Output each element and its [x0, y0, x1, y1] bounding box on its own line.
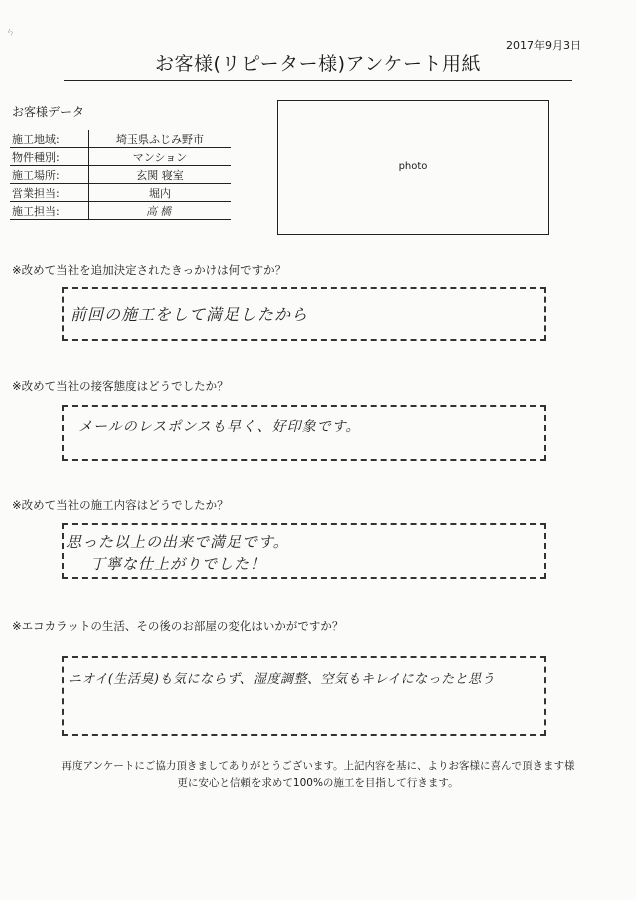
footer-line-1: 再度アンケートにご協力頂きましてありがとうございます。上記内容を基に、よりお客様に喜んで頂きます様 — [61, 760, 575, 772]
page-title: お客様(リピーター様)アンケート用紙 — [155, 53, 481, 75]
sales-staff-label: 営業担当: — [10, 184, 89, 202]
property-type-label: 物件種別: — [10, 148, 89, 166]
answer-2-line-1: メールのレスポンスも早く、好印象です。 — [78, 419, 361, 435]
area-value: 埼玉県ふじみ野市 — [89, 130, 232, 148]
customer-row-area — [10, 130, 231, 148]
customer-row-sales — [10, 184, 231, 202]
sales-staff-value: 堀内 — [89, 184, 232, 202]
customer-data-table — [10, 130, 231, 220]
survey-date: 2017年9月3日 — [506, 39, 581, 52]
question-2: ※改めて当社の接客態度はどうでしたか？ — [12, 379, 229, 393]
location-value: 玄関 寝室 — [89, 166, 232, 184]
answer-box-1 — [62, 287, 546, 341]
footer-line-2: 更に安心と信頼を求めて100%の施工を目指して行きます。 — [177, 777, 459, 789]
answer-4-line-1: ニオイ(生活臭)も気にならず、湿度調整、空気もキレイになったと思う — [68, 672, 496, 687]
area-label: 施工地域: — [10, 130, 89, 148]
customer-row-location — [10, 166, 231, 184]
customer-row-property-type — [10, 148, 231, 166]
answer-box-4 — [62, 656, 546, 736]
photo-placeholder — [277, 100, 549, 235]
location-label: 施工場所: — [10, 166, 89, 184]
question-1: ※改めて当社を追加決定されたきっかけは何ですか？ — [12, 263, 287, 277]
question-4: ※エコカラットの生活、その後のお部屋の変化はいかがですか？ — [12, 619, 344, 633]
answer-3-line-1: 思った以上の出来で満足です。 — [66, 533, 289, 551]
answer-box-2 — [62, 405, 546, 461]
installer-value: 高橋 — [89, 202, 232, 220]
footer-message — [0, 758, 636, 792]
question-3: ※改めて当社の施工内容はどうでしたか？ — [12, 498, 229, 512]
answer-1-line-1: 前回の施工をして満足したから — [70, 305, 309, 324]
installer-label: 施工担当: — [10, 202, 89, 220]
corner-mark: ㄣ — [6, 28, 16, 38]
photo-label: photo — [398, 161, 428, 172]
property-type-value: マンション — [89, 148, 232, 166]
title-bar — [64, 50, 572, 81]
answer-box-3 — [62, 523, 546, 579]
customer-row-installer — [10, 202, 231, 220]
answer-3-line-2: 丁寧な仕上がりでした！ — [90, 555, 267, 573]
customer-data-heading: お客様データ — [12, 105, 85, 119]
